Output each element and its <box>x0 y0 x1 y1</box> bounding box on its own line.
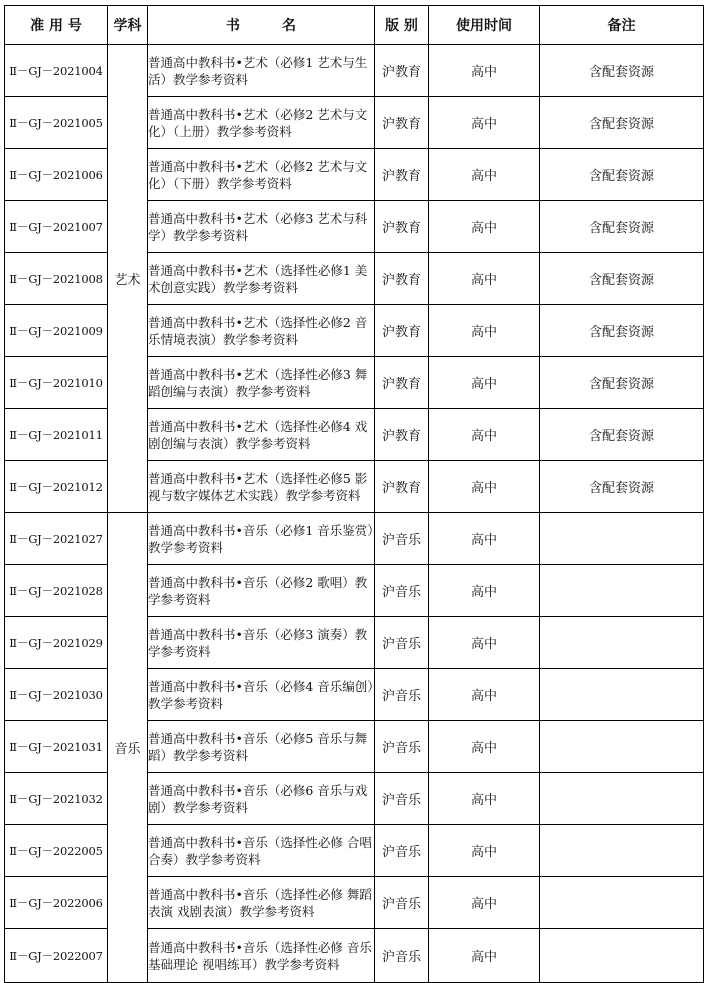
usage-time-cell: 高中 <box>429 565 540 617</box>
header-row <box>5 6 704 45</box>
edition-cell: 沪音乐 <box>375 669 429 721</box>
header-note: 备注 <box>540 6 704 45</box>
book-title-cell: 普通高中教科书•艺术（选择性必修1 美术创意实践）教学参考资料 <box>148 253 375 305</box>
usage-time-cell: 高中 <box>429 513 540 565</box>
usage-time-cell: 高中 <box>429 97 540 149</box>
note-cell: 含配套资源 <box>540 409 704 461</box>
note-cell <box>540 721 704 773</box>
book-title-cell: 普通高中教科书•音乐（必修1 音乐鉴赏）教学参考资料 <box>148 513 375 565</box>
usage-time-cell: 高中 <box>429 409 540 461</box>
table-row <box>5 45 704 97</box>
edition-cell: 沪教育 <box>375 45 429 97</box>
permit-code-cell: Ⅱ－GJ－2021007 <box>5 201 108 253</box>
permit-code-cell: Ⅱ－GJ－2021029 <box>5 617 108 669</box>
usage-time-cell: 高中 <box>429 201 540 253</box>
header-title: 书 名 <box>148 6 375 45</box>
usage-time-cell: 高中 <box>429 877 540 929</box>
permit-code-cell: Ⅱ－GJ－2021030 <box>5 669 108 721</box>
textbook-catalog-table <box>4 5 704 983</box>
permit-code-cell: Ⅱ－GJ－2021004 <box>5 45 108 97</box>
usage-time-cell: 高中 <box>429 773 540 825</box>
book-title-cell: 普通高中教科书•艺术（必修3 艺术与科学）教学参考资料 <box>148 201 375 253</box>
note-cell: 含配套资源 <box>540 253 704 305</box>
usage-time-cell: 高中 <box>429 357 540 409</box>
edition-cell: 沪音乐 <box>375 825 429 877</box>
permit-code-cell: Ⅱ－GJ－2022005 <box>5 825 108 877</box>
header-code: 准 用 号 <box>5 6 108 45</box>
note-cell <box>540 825 704 877</box>
permit-code-cell: Ⅱ－GJ－2021027 <box>5 513 108 565</box>
header-edition: 版 别 <box>375 6 429 45</box>
permit-code-cell: Ⅱ－GJ－2021008 <box>5 253 108 305</box>
edition-cell: 沪教育 <box>375 357 429 409</box>
book-title-cell: 普通高中教科书•艺术（必修2 艺术与文化）（下册）教学参考资料 <box>148 149 375 201</box>
book-title-cell: 普通高中教科书•艺术（选择性必修4 戏剧创编与表演）教学参考资料 <box>148 409 375 461</box>
note-cell: 含配套资源 <box>540 45 704 97</box>
book-title-cell: 普通高中教科书•音乐（必修5 音乐与舞蹈）教学参考资料 <box>148 721 375 773</box>
note-cell <box>540 617 704 669</box>
book-title-cell: 普通高中教科书•艺术（选择性必修3 舞蹈创编与表演）教学参考资料 <box>148 357 375 409</box>
edition-cell: 沪教育 <box>375 201 429 253</box>
usage-time-cell: 高中 <box>429 617 540 669</box>
permit-code-cell: Ⅱ－GJ－2021005 <box>5 97 108 149</box>
book-title-cell: 普通高中教科书•艺术（选择性必修5 影视与数字媒体艺术实践）教学参考资料 <box>148 461 375 513</box>
edition-cell: 沪教育 <box>375 305 429 357</box>
note-cell: 含配套资源 <box>540 201 704 253</box>
edition-cell: 沪音乐 <box>375 565 429 617</box>
note-cell <box>540 773 704 825</box>
usage-time-cell: 高中 <box>429 305 540 357</box>
edition-cell: 沪音乐 <box>375 773 429 825</box>
book-title-cell: 普通高中教科书•艺术（必修2 艺术与文化）（上册）教学参考资料 <box>148 97 375 149</box>
header-usage: 使用时间 <box>429 6 540 45</box>
edition-cell: 沪音乐 <box>375 877 429 929</box>
book-title-cell: 普通高中教科书•艺术（必修1 艺术与生活）教学参考资料 <box>148 45 375 97</box>
edition-cell: 沪教育 <box>375 409 429 461</box>
usage-time-cell: 高中 <box>429 669 540 721</box>
permit-code-cell: Ⅱ－GJ－2021032 <box>5 773 108 825</box>
book-title-cell: 普通高中教科书•艺术（选择性必修2 音乐情境表演）教学参考资料 <box>148 305 375 357</box>
edition-cell: 沪教育 <box>375 253 429 305</box>
usage-time-cell: 高中 <box>429 149 540 201</box>
edition-cell: 沪音乐 <box>375 513 429 565</box>
note-cell <box>540 565 704 617</box>
usage-time-cell: 高中 <box>429 461 540 513</box>
book-title-cell: 普通高中教科书•音乐（选择性必修 舞蹈表演 戏剧表演）教学参考资料 <box>148 877 375 929</box>
usage-time-cell: 高中 <box>429 825 540 877</box>
permit-code-cell: Ⅱ－GJ－2021010 <box>5 357 108 409</box>
edition-cell: 沪教育 <box>375 149 429 201</box>
permit-code-cell: Ⅱ－GJ－2021031 <box>5 721 108 773</box>
edition-cell: 沪音乐 <box>375 617 429 669</box>
permit-code-cell: Ⅱ－GJ－2021009 <box>5 305 108 357</box>
permit-code-cell: Ⅱ－GJ－2021012 <box>5 461 108 513</box>
permit-code-cell: Ⅱ－GJ－2022006 <box>5 877 108 929</box>
book-title-cell: 普通高中教科书•音乐（必修2 歌唱）教学参考资料 <box>148 565 375 617</box>
book-title-cell: 普通高中教科书•音乐（必修4 音乐编创）教学参考资料 <box>148 669 375 721</box>
usage-time-cell: 高中 <box>429 45 540 97</box>
note-cell <box>540 877 704 929</box>
note-cell: 含配套资源 <box>540 149 704 201</box>
usage-time-cell: 高中 <box>429 253 540 305</box>
note-cell <box>540 669 704 721</box>
note-cell: 含配套资源 <box>540 97 704 149</box>
permit-code-cell: Ⅱ－GJ－2021006 <box>5 149 108 201</box>
book-title-cell: 普通高中教科书•音乐（必修6 音乐与戏剧）教学参考资料 <box>148 773 375 825</box>
edition-cell: 沪音乐 <box>375 929 429 983</box>
usage-time-cell: 高中 <box>429 721 540 773</box>
permit-code-cell: Ⅱ－GJ－2021028 <box>5 565 108 617</box>
note-cell: 含配套资源 <box>540 357 704 409</box>
table-body <box>5 45 704 983</box>
permit-code-cell: Ⅱ－GJ－2021011 <box>5 409 108 461</box>
note-cell <box>540 929 704 983</box>
edition-cell: 沪音乐 <box>375 721 429 773</box>
usage-time-cell: 高中 <box>429 929 540 983</box>
book-title-cell: 普通高中教科书•音乐（必修3 演奏）教学参考资料 <box>148 617 375 669</box>
note-cell <box>540 513 704 565</box>
book-title-cell: 普通高中教科书•音乐（选择性必修 合唱 合奏）教学参考资料 <box>148 825 375 877</box>
header-subject: 学科 <box>108 6 148 45</box>
table-row <box>5 513 704 565</box>
note-cell: 含配套资源 <box>540 305 704 357</box>
book-title-cell: 普通高中教科书•音乐（选择性必修 音乐基础理论 视唱练耳）教学参考资料 <box>148 929 375 983</box>
subject-cell: 音乐 <box>108 513 148 983</box>
permit-code-cell: Ⅱ－GJ－2022007 <box>5 929 108 983</box>
subject-cell: 艺术 <box>108 45 148 513</box>
edition-cell: 沪教育 <box>375 97 429 149</box>
note-cell: 含配套资源 <box>540 461 704 513</box>
edition-cell: 沪教育 <box>375 461 429 513</box>
